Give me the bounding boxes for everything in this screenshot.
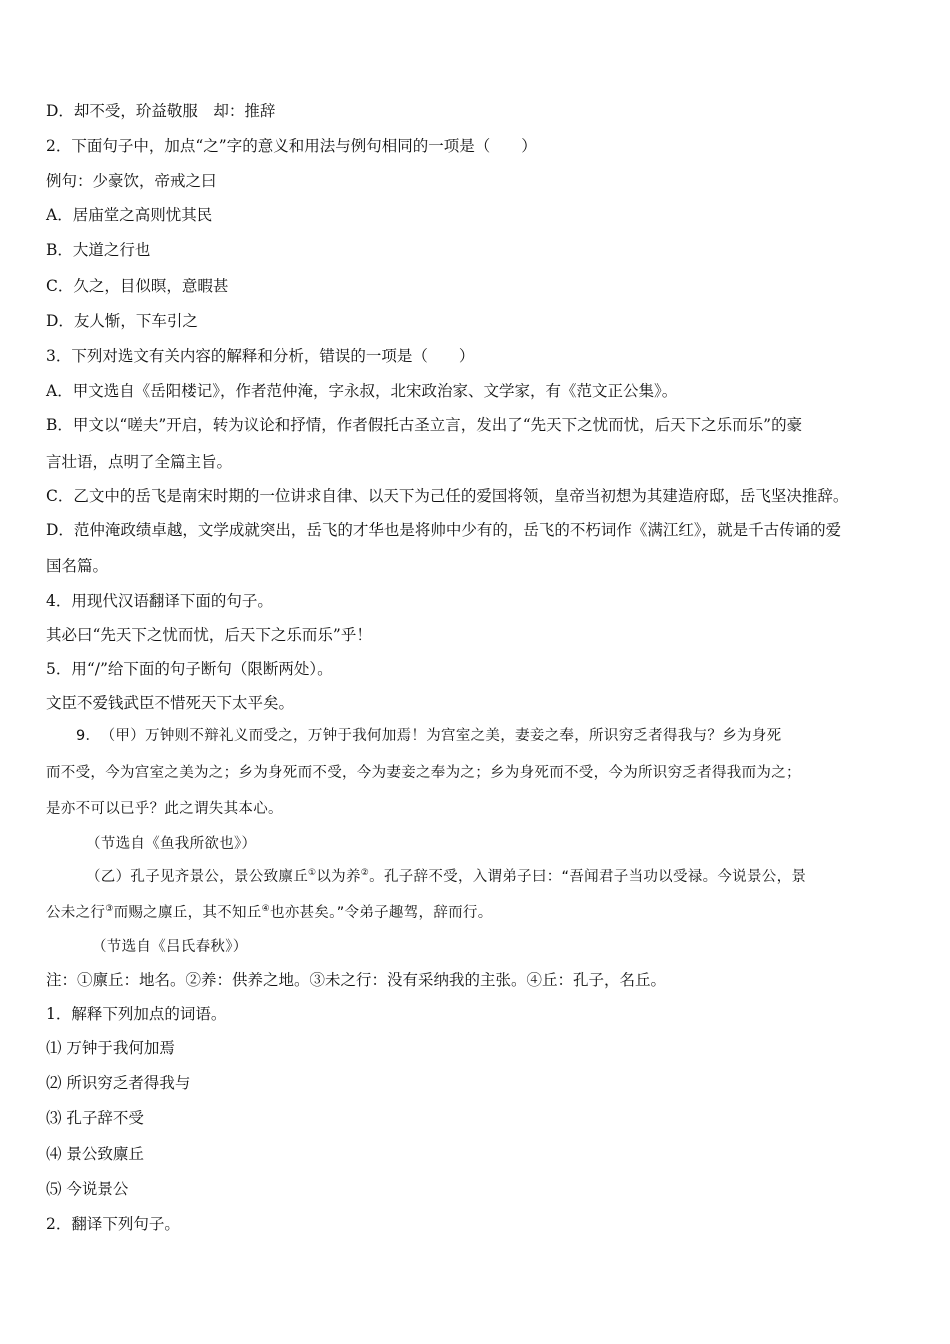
option-line: D．却不受，玠益敬服 却：推辞 xyxy=(46,102,276,120)
sub-item: ⑶ 孔子辞不受 xyxy=(46,1109,144,1127)
sentence-line: 文臣不爱钱武臣不惜死天下太平矣。 xyxy=(46,694,295,712)
sub-item: ⑴ 万钟于我何加焉 xyxy=(46,1039,175,1057)
sentence-line: 其必曰“先天下之忧而忧，后天下之乐而乐”乎！ xyxy=(46,626,372,644)
source-line: （节选自《鱼我所欲也》） xyxy=(86,836,257,852)
passage-line: 而不受，今为宫室之美为之；乡为身死而不受，今为妻妾之奉为之；乡为身死而不受，今为所识穷乏者得我而为之； xyxy=(46,765,801,781)
sub-item: ⑷ 景公致廪丘 xyxy=(46,1145,144,1163)
question-line: 5．用“/”给下面的句子断句（限断两处）。 xyxy=(46,660,333,678)
question-line: 1．解释下列加点的词语。 xyxy=(46,1005,227,1023)
footnote-marker: ① xyxy=(308,868,317,879)
option-line: B．大道之行也 xyxy=(46,241,151,259)
passage-line: 是亦不可以已乎？此之谓失其本心。 xyxy=(46,801,283,817)
footnote-marker: ④ xyxy=(261,904,270,915)
footnote-marker: ② xyxy=(360,868,370,879)
option-line: A．居庙堂之高则忧其民 xyxy=(46,206,213,224)
sub-item: ⑵ 所识穷乏者得我与 xyxy=(46,1074,191,1092)
note-line: 注：①廪丘：地名。②养：供养之地。③未之行：没有采纳我的主张。④丘：孔子，名丘。 xyxy=(46,971,667,989)
option-line: C．久之，目似暝，意暇甚 xyxy=(46,277,229,295)
footnote-marker: ③ xyxy=(105,904,114,915)
question-line: 4．用现代汉语翻译下面的句子。 xyxy=(46,592,273,610)
example-line: 例句：少豪饮，帝戒之曰 xyxy=(46,172,217,190)
option-line: C．乙文中的岳飞是南宋时期的一位讲求自律、以天下为己任的爱国将领，皇帝当初想为其建造府邸，岳飞坚决推辞。 xyxy=(46,487,849,505)
option-line: D．范仲淹政绩卓越，文学成就突出，岳飞的才华也是将帅中少有的，岳飞的不朽词作《满江红》，就是千古传诵的爱 xyxy=(46,521,842,539)
question-line: 2．下面句子中，加点“之”字的意义和用法与例句相同的一项是（ ） xyxy=(46,137,537,155)
sub-item: ⑸ 今说景公 xyxy=(46,1180,129,1198)
passage-line: （乙）孔子见齐景公，景公致廪丘①以为养②。孔子辞不受，入谓弟子曰：“吾闻君子当功以受禄。今说景公，景 xyxy=(86,868,807,885)
passage-line: 公未之行③而赐之廪丘，其不知丘④也亦甚矣。”令弟子趣驾，辞而行。 xyxy=(46,904,493,921)
option-line: B．甲文以“嗟夫”开启，转为议论和抒情，作者假托古圣立言，发出了“先天下之忧而忧，后天下之乐而乐”的豪 xyxy=(46,416,803,434)
option-line: 言壮语，点明了全篇主旨。 xyxy=(46,453,233,471)
option-line: A．甲文选自《岳阳楼记》，作者范仲淹，字永叔，北宋政治家、文学家，有《范文正公集》。 xyxy=(46,382,678,400)
passage-line: 9． （甲）万钟则不辩礼义而受之，万钟于我何加焉！为宫室之美，妻妾之奉，所识穷乏者得我与？乡为身死 xyxy=(76,728,782,744)
question-line: 2．翻译下列句子。 xyxy=(46,1215,180,1233)
source-line: （节选自《吕氏春秋》） xyxy=(92,939,248,955)
option-line: 国名篇。 xyxy=(46,557,109,575)
option-line: D．友人惭，下车引之 xyxy=(46,312,198,330)
question-line: 3．下列对选文有关内容的解释和分析，错误的一项是（ ） xyxy=(46,347,475,365)
